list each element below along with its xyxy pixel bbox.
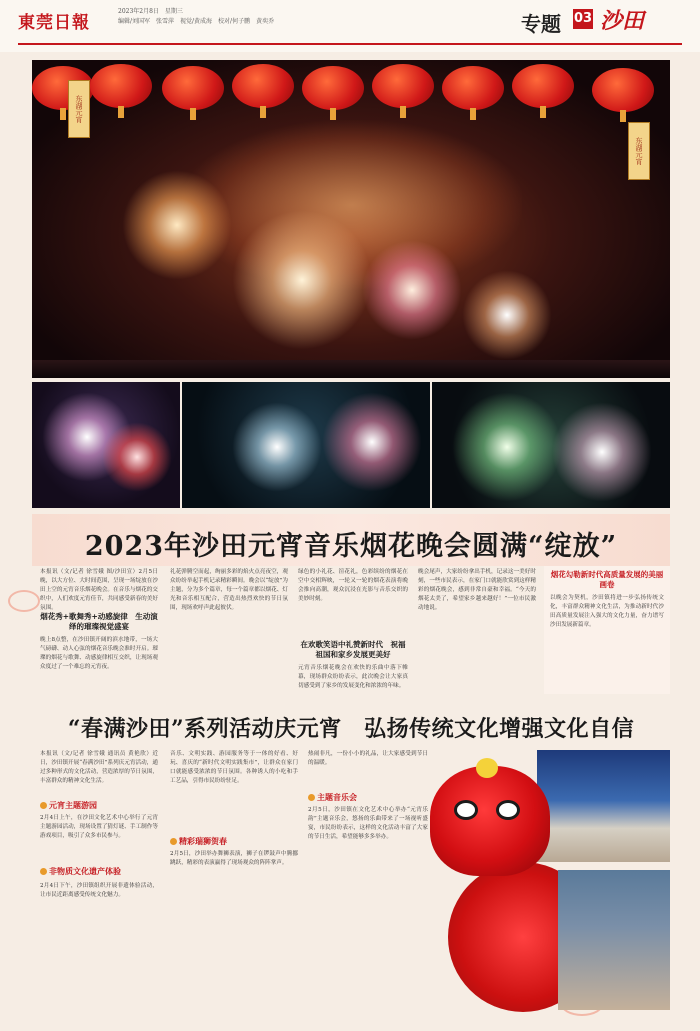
firework-burst [322, 392, 422, 492]
article2-body-6: 2月5日，沙田镇在文化艺术中心举办“元宵乐韵”主题音乐会，悠扬的乐曲带来了一场视听盛宴，市民纷纷表示，这样的文化活动丰富了大家的节日生活，希望能够多多举办。 [308, 807, 428, 840]
article2-body-4: 2月5日，沙田举办舞狮表演，狮子在锣鼓声中腾挪跳跃，精彩的表演赢得了现场观众的阵阵掌声。 [170, 851, 298, 866]
article2-column-1 [40, 750, 158, 800]
section-title: 专题 [521, 12, 561, 36]
newspaper-logo: 東莞日報 [18, 13, 90, 33]
lion-dance-troupe-photo [558, 870, 670, 1010]
article2-column-3b [308, 806, 428, 1006]
article1-column-1b [40, 636, 158, 708]
article1-body-2: 礼花弹腾空而起，绚丽多彩的焰火点亮夜空，观众纷纷举起手机记录精彩瞬间。晚会以“绽放”为主题，分为多个篇章，每一个篇章都以烟花、灯光和音乐相互配合，营造出热烈欢快的节日氛围，现场欢呼声此起彼伏。 [170, 569, 288, 611]
red-lantern [442, 66, 504, 110]
fireworks-photo-2 [182, 382, 430, 508]
article2-column-3 [308, 750, 428, 790]
fireworks-photo-1 [32, 382, 180, 508]
firework-burst [462, 270, 552, 360]
article2-column-2b [170, 850, 298, 1010]
article2-body-2: 2月4日下午，沙田镇组织开展非遗体验活动，让市民近距离感受传统文化魅力。 [40, 883, 158, 898]
firework-burst [122, 170, 232, 280]
article1-body-4: 元宵音乐烟花晚会在欢快的乐曲中落下帷幕，现场群众纷纷表示，此次晚会让大家真切感受到了家乡的发展变化和浓浓的年味。 [298, 665, 408, 689]
red-lantern [592, 68, 654, 112]
masthead-rule [18, 43, 682, 45]
firework-burst [552, 402, 652, 502]
article1-sidebar [544, 566, 670, 694]
masthead [0, 0, 700, 52]
river-surface [32, 360, 670, 378]
article2-column-1b [40, 814, 158, 864]
article1-body-3: 绿色的小礼花、渲花礼，色彩缤纷的烟花在空中交相辉映，一轮又一轮的烟花表演将晚会推向高潮，观众沉浸在光影与音乐交织的美妙时刻。 [298, 569, 408, 602]
red-lantern [232, 64, 294, 108]
edition-name: 沙田 [600, 8, 645, 34]
article2-tag-3: 精彩瑞狮贺春 [170, 836, 227, 847]
cloud-ornament [8, 590, 40, 612]
lantern-banner-left: 东湖元宵 [68, 80, 90, 138]
headline-band [32, 514, 670, 566]
article1-lead: 本报讯（文/记者 徐雪娥 图/沙田宣）2月5日晚，以大方位、大时间范围，呈现一场绽放在沙田上空的元宵音乐烟花晚会。在音乐与烟花的交织中，人们欢度元宵佳节，共同感受新春的美好氛围。 [40, 569, 158, 611]
bullet-icon [40, 868, 47, 875]
sidebar-title: 烟花勾勒新时代高质量发展的美丽画卷 [550, 570, 664, 589]
article1-headline: 2023年沙田元宵音乐烟花晚会圆满“绽放” [84, 531, 618, 562]
article1-column-4 [418, 568, 536, 708]
firework-burst [232, 210, 372, 350]
lion-horn [476, 758, 498, 778]
issue-meta [118, 7, 274, 27]
sidebar-body: 以晚会为契机，沙田镇将进一步弘扬传统文化，丰富群众精神文化生活，为推动新时代沙田高质量发展注入强大的文化力量，奋力谱写沙田发展新篇章。 [550, 595, 664, 628]
page-number: 03 [573, 9, 593, 29]
article1-body-1: 晚上8点整，在沙田镇开阔的滨水地带，一场大气磅礴、动人心弦的烟花音乐晚会准时开启。璀璨的烟花与歌舞、动感旋律相互交织，让现场观众度过了一个难忘的元宵夜。 [40, 637, 158, 670]
article2-tag-2: 非物质文化遗产体验 [40, 866, 158, 877]
issue-date: 2023年2月8日 星期三 [118, 8, 183, 15]
article2-tag-1: 元宵主题游园 [40, 800, 97, 811]
red-lantern [90, 64, 152, 108]
red-lantern [302, 66, 364, 110]
article2-column-2 [170, 750, 298, 830]
article1-subhead-2: 在欢歌笑语中礼赞新时代 祝福祖国和家乡发展更美好 [300, 640, 406, 659]
lion-eye [454, 800, 478, 820]
firework-burst [362, 240, 462, 340]
lion-head [430, 766, 550, 876]
article1-subhead-1: 烟花秀+歌舞秀+动感旋律 生动演绎的璀璨视觉盛宴 [40, 612, 158, 631]
fireworks-photo-3 [432, 382, 670, 508]
red-lantern [512, 64, 574, 108]
article2-tag-4: 主题音乐会 [308, 792, 357, 803]
hero-fireworks-photo [32, 60, 670, 378]
red-lantern [162, 66, 224, 110]
firework-burst [102, 422, 172, 492]
bullet-icon [308, 794, 315, 801]
firework-burst [232, 402, 322, 492]
editor-credits: 编辑/刘国军 张雪萍 视觉/黄成海 校对/何子鹏 黄奕乔 [118, 18, 275, 25]
article2-body-1: 2月4日上午，在沙田文化艺术中心举行了元宵主题游园活动，现场设置了猜灯谜、手工制作等游戏项目，吸引了众多市民参与。 [40, 815, 158, 839]
article2-body-3: 音乐、文明实践、游园服务等于一体的好看、好玩、喜庆的“新时代文明实践集市”，让群众在家门口就能感受浓浓的节日氛围。各种诱人的小吃和手工艺品，引得市民纷纷驻足。 [170, 751, 298, 784]
article1-column-3b [298, 664, 408, 708]
article2-headline: “春满沙田”系列活动庆元宵 弘扬传统文化增强文化自信 [67, 716, 635, 742]
lion-eye [496, 800, 520, 820]
article1-column-2 [170, 568, 288, 708]
article1-column-3 [298, 568, 408, 632]
lantern-banner-right: 东湖元宵 [628, 122, 650, 180]
bullet-icon [170, 838, 177, 845]
article2-column-1c [40, 882, 158, 1012]
article1-body-5: 晚会尾声，大家纷纷拿出手机，记录这一美好时刻，一些市民表示，在家门口就能欣赏到这样精彩的烟花晚会，感到非常自豪和幸福。“今天的烟花太美了，希望家乡越来越好！”一位市民激动地说。 [418, 569, 536, 611]
firework-burst [452, 392, 562, 502]
article2-body-5: 热闹非凡，一份小小的礼品，让大家感受到节日的温暖。 [308, 751, 428, 766]
red-lantern [372, 64, 434, 108]
article2-lead: 本报讯（文/记者 徐雪娥 通讯员 黄艳欣）近日，沙田镇开展“春满沙田”系列庆元宵活动，通过多种形式的文化活动，营造浓厚的节日氛围，丰富群众的精神文化生活。 [40, 751, 158, 784]
bullet-icon [40, 802, 47, 809]
